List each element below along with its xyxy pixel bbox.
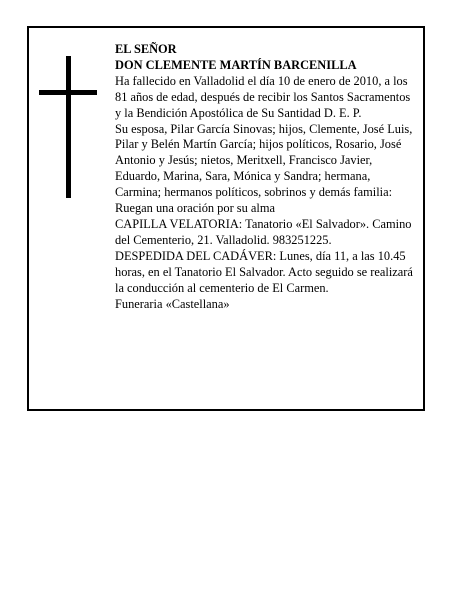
farewell-info: DESPEDIDA DEL CADÁVER: Lunes, día 11, a las 10.45 horas, en el Tanatorio El Salvador. Acto seguido se realizará la conducción al cementerio de El Carmen. xyxy=(115,248,413,295)
obituary-notice-frame xyxy=(27,26,425,411)
cross-horizontal-bar xyxy=(39,90,97,95)
cross-vertical-bar xyxy=(66,56,71,198)
obituary-text xyxy=(115,42,419,312)
death-announcement: Ha fallecido en Valladolid el día 10 de enero de 2010, a los 81 años de edad, después de recibir los Santos Sacramentos y la Bendición Apostólica de Su Santidad D. E. P. xyxy=(115,73,411,120)
prayer-request: Ruegan una oración por su alma xyxy=(115,201,275,216)
obituary-heading-title: EL SEÑOR xyxy=(115,42,177,56)
funeral-home: Funeraria «Castellana» xyxy=(115,296,230,311)
wake-chapel-info: CAPILLA VELATORIA: Tanatorio «El Salvador». Camino del Cementerio, 21. Valladolid. 983251225. xyxy=(115,216,412,247)
family-list: Su esposa, Pilar García Sinovas; hijos, Clemente, José Luis, Pilar y Belén Martín García; hijos políticos, Rosario, José Antonio y Jesús; nietos, Meritxell, Francisco Javier, Eduardo, Marina, Sara, Mónica y Sandra; hermana, Carmina; hermanos políticos, sobrinos y demás familia: xyxy=(115,121,413,200)
latin-cross-icon xyxy=(39,56,97,198)
deceased-name: DON CLEMENTE MARTÍN BARCENILLA xyxy=(115,57,357,72)
